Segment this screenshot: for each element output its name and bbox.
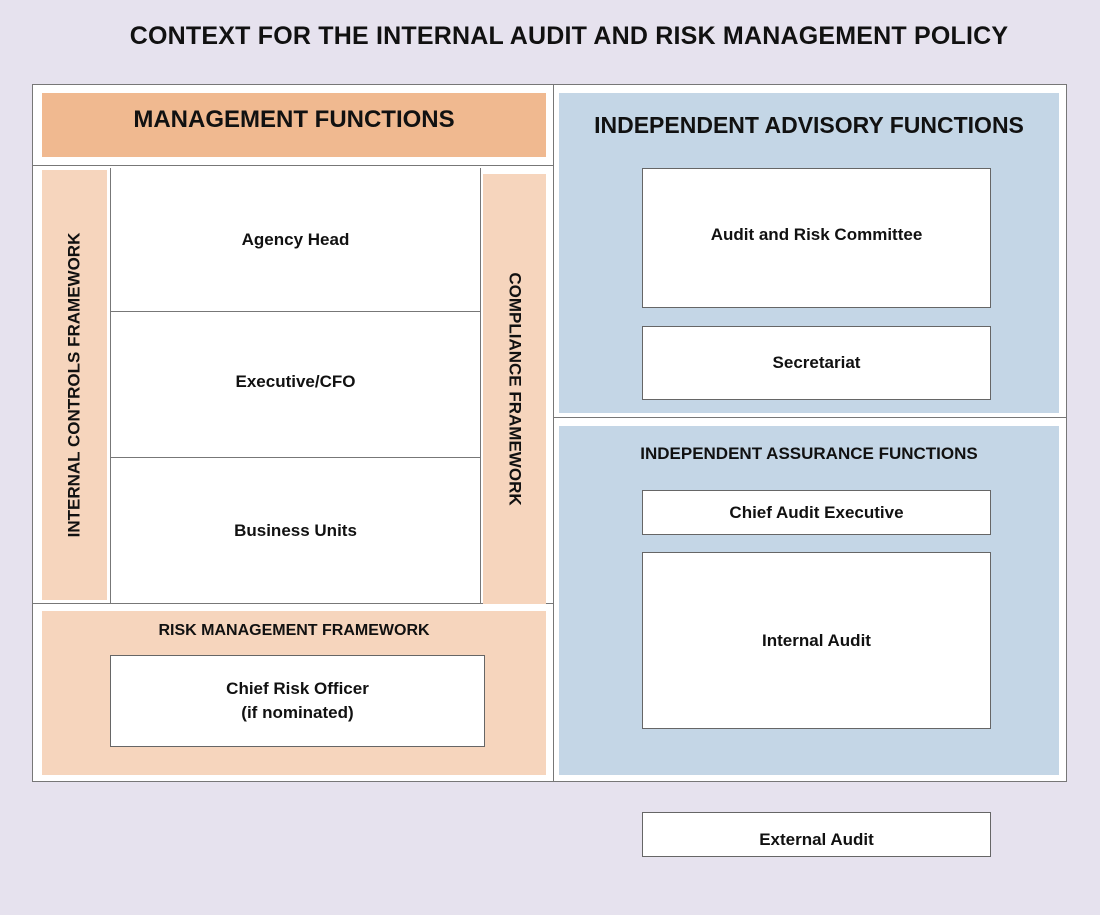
risk-framework-header: RISK MANAGEMENT FRAMEWORK — [158, 622, 430, 639]
external-audit-box: External Audit — [642, 812, 991, 857]
chief-risk-officer-box — [110, 655, 485, 747]
audit-risk-committee-box: Audit and Risk Committee — [642, 168, 991, 308]
internal-audit-box: Internal Audit — [642, 552, 991, 729]
column-divider — [553, 84, 554, 782]
secretariat-box: Secretariat — [642, 326, 991, 400]
advisory-header: INDEPENDENT ADVISORY FUNCTIONS — [594, 112, 1024, 138]
business-units-box: Business Units — [234, 520, 357, 540]
executive-box: Executive/CFO — [235, 371, 356, 391]
chief-audit-executive-box: Chief Audit Executive — [642, 490, 991, 535]
diagram-title: CONTEXT FOR THE INTERNAL AUDIT AND RISK MANAGEMENT POLICY — [129, 22, 1009, 50]
chief-risk-officer-label: Chief Risk Officer — [226, 679, 369, 698]
risk-divider — [32, 603, 553, 604]
management-functions-header: MANAGEMENT FUNCTIONS — [42, 93, 546, 157]
compliance-band — [483, 174, 546, 604]
agency-head-box: Agency Head — [241, 229, 350, 249]
management-header-divider — [32, 165, 553, 166]
advisory-assurance-divider — [553, 417, 1067, 418]
assurance-header: INDEPENDENT ASSURANCE FUNCTIONS — [640, 444, 978, 463]
chief-risk-officer-note: (if nominated) — [241, 703, 354, 722]
internal-controls-band — [42, 170, 107, 600]
internal-controls-label: INTERNAL CONTROLS FRAMEWORK — [64, 232, 84, 538]
compliance-label: COMPLIANCE FRAMEWORK — [505, 272, 525, 506]
stack-right-edge — [480, 168, 481, 603]
